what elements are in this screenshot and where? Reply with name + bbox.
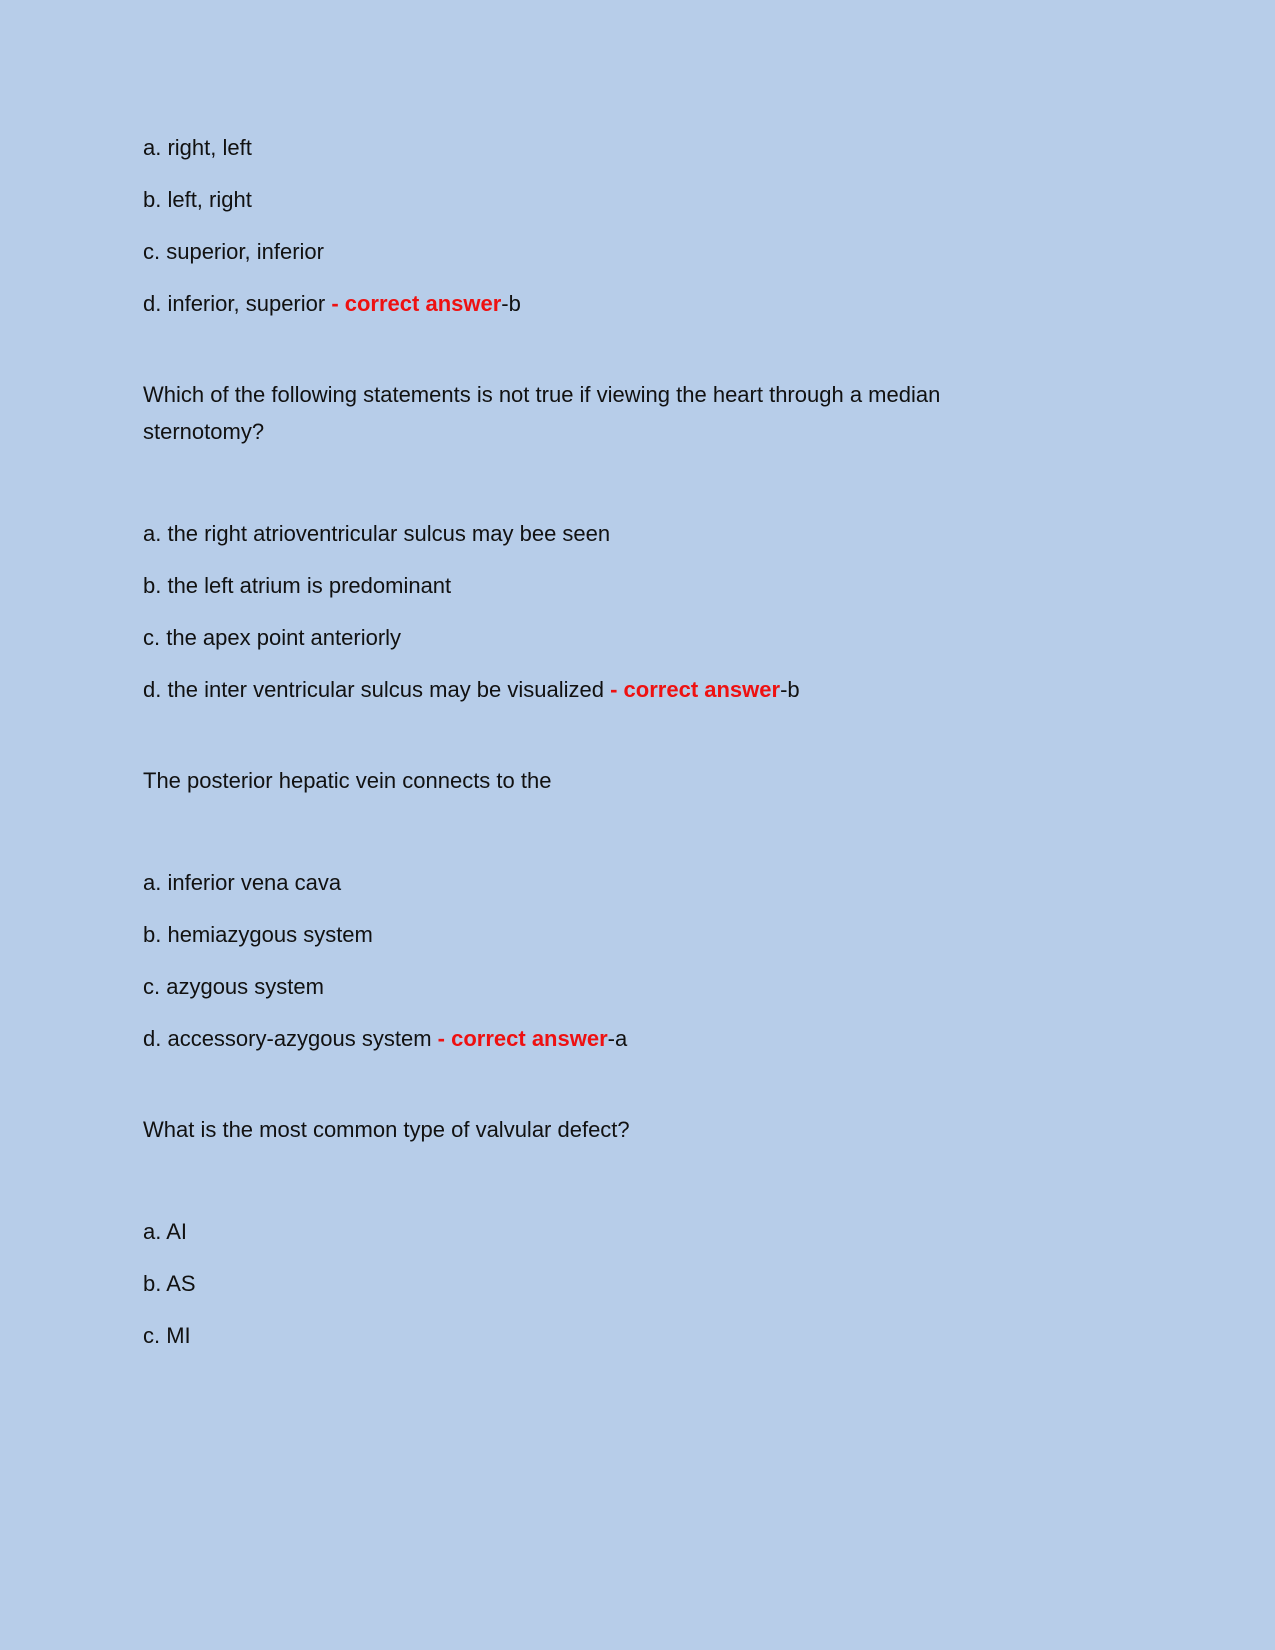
answer-letter: -a — [607, 1026, 628, 1051]
question-block-1 — [143, 130, 1025, 322]
answer-option — [143, 865, 1025, 901]
question-block-4 — [143, 1111, 1025, 1354]
option-text: a. right, left — [143, 135, 252, 160]
answer-option — [143, 182, 1025, 218]
option-text: c. the apex point anteriorly — [143, 625, 402, 650]
option-text: a. inferior vena cava — [143, 870, 342, 895]
option-text: b. the left atrium is predominant — [143, 573, 452, 598]
question-block-3 — [143, 762, 1025, 1057]
correct-answer-marker: - correct answer — [610, 677, 781, 702]
answer-option — [143, 130, 1025, 166]
option-text: c. azygous system — [143, 974, 324, 999]
answer-option — [143, 672, 1025, 708]
option-text: d. inferior, superior — [143, 291, 332, 316]
option-text: b. AS — [143, 1271, 196, 1296]
question-block-2 — [143, 376, 1025, 708]
answer-option — [143, 1318, 1025, 1354]
answer-option — [143, 1021, 1025, 1057]
answer-option — [143, 917, 1025, 953]
answer-letter: -b — [501, 291, 521, 316]
correct-answer-marker: - correct answer — [437, 1026, 608, 1051]
option-text: a. AI — [143, 1219, 188, 1244]
option-text: c. MI — [143, 1323, 191, 1348]
option-text: b. left, right — [143, 187, 252, 212]
answer-option — [143, 620, 1025, 656]
answer-option — [143, 1266, 1025, 1302]
correct-answer-marker: - correct answer — [331, 291, 502, 316]
answer-letter: -b — [780, 677, 800, 702]
option-text: d. accessory-azygous system — [143, 1026, 438, 1051]
answer-option — [143, 969, 1025, 1005]
answer-option — [143, 234, 1025, 270]
question-text: The posterior hepatic vein connects to the — [143, 768, 552, 793]
option-text: a. the right atrioventricular sulcus may bee seen — [143, 521, 611, 546]
answer-option — [143, 516, 1025, 552]
answer-option — [143, 568, 1025, 604]
question-text: Which of the following statements is not true if viewing the heart through a median sternotomy? — [143, 382, 941, 444]
answer-option — [143, 1214, 1025, 1250]
answer-option — [143, 286, 1025, 322]
option-text: b. hemiazygous system — [143, 922, 373, 947]
question-text: What is the most common type of valvular defect? — [143, 1117, 630, 1142]
option-text: d. the inter ventricular sulcus may be visualized — [143, 677, 611, 702]
option-text: c. superior, inferior — [143, 239, 324, 264]
